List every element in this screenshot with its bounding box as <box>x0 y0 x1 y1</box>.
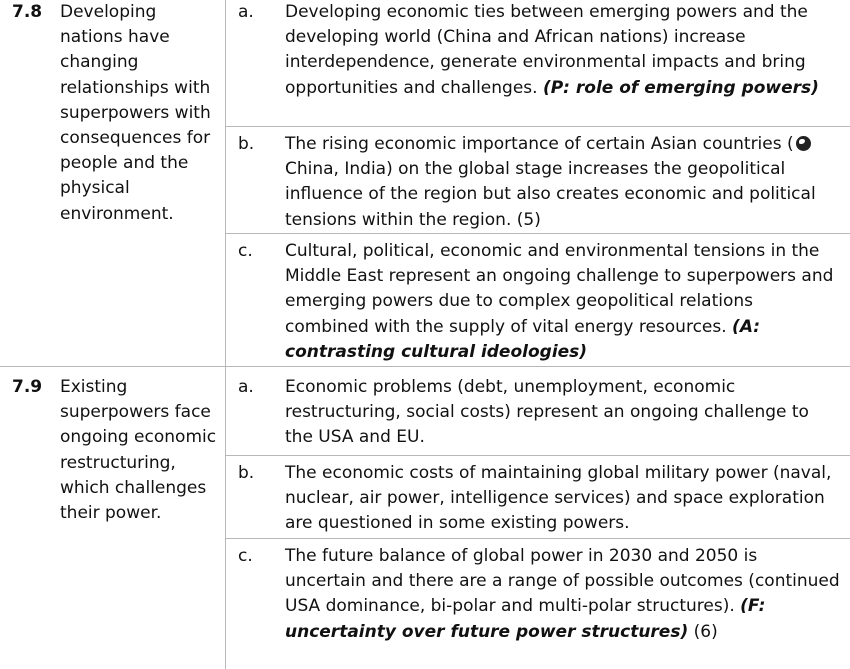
topic-cell <box>0 0 226 367</box>
topic-text: Developing nations have changing relationships with superpowers with consequences for people and the physical environment. <box>60 0 219 227</box>
item-text-cell <box>272 234 850 367</box>
item-letter-cell <box>226 127 273 234</box>
item-body: China, India) on the global stage increases the geopolitical influence of the region but also creates economic and political tensions within the region. (5) <box>285 159 816 229</box>
item-body: Developing economic ties between emerging powers and the developing world (China and African nations) increase interdependence, generate environmental impacts and bring opportunities and challenges. <box>285 2 808 98</box>
item-letter-cell <box>226 234 273 367</box>
topic-text: Existing superpowers face ongoing economic restructuring, which challenges their power. <box>60 375 219 526</box>
item-text-cell <box>272 127 850 234</box>
item-text <box>272 367 850 451</box>
item-letter: a. <box>226 367 272 400</box>
table-row <box>0 0 850 127</box>
globe-icon <box>796 136 811 151</box>
item-emphasis: (P: role of emerging powers) <box>543 78 819 98</box>
item-body-before-icon: The rising economic importance of certain Asian countries ( <box>285 134 794 154</box>
item-text <box>272 234 850 365</box>
item-text-cell <box>272 539 850 669</box>
item-text-cell <box>272 456 850 539</box>
item-text-cell <box>272 0 850 127</box>
item-text <box>272 0 850 101</box>
item-letter: a. <box>226 0 272 25</box>
item-body: Cultural, political, economic and environmental tensions in the Middle East represent an ongoing challenge to superpowers and emerging powers due to complex geopolitical relations combined with the supply of vital energy resources. <box>285 241 833 337</box>
item-letter: b. <box>226 456 272 486</box>
item-letter: c. <box>226 539 272 569</box>
item-emphasis: (A: contrasting cultural ideologies) <box>285 317 760 362</box>
item-letter-cell <box>226 456 273 539</box>
topic-cell <box>0 367 226 669</box>
item-letter: c. <box>226 234 272 264</box>
item-text-cell <box>272 367 850 456</box>
item-emphasis: (F: uncertainty over future power structures) <box>285 596 765 641</box>
item-letter-cell <box>226 539 273 669</box>
item-text <box>272 456 850 537</box>
item-suffix: (6) <box>688 622 717 642</box>
item-letter-cell <box>226 367 273 456</box>
item-body: The future balance of global power in 2030 and 2050 is uncertain and there are a range of possible outcomes (continued USA dominance, bi-polar and multi-polar structures). <box>285 546 840 616</box>
table-row <box>0 367 850 456</box>
item-letter: b. <box>226 127 272 157</box>
item-text <box>272 539 850 645</box>
topic-number: 7.9 <box>12 375 60 526</box>
item-text <box>272 127 850 233</box>
item-letter-cell <box>226 0 273 127</box>
item-body: Economic problems (debt, unemployment, economic restructuring, social costs) represent an ongoing challenge to the USA and EU. <box>285 377 809 447</box>
topic-number: 7.8 <box>12 0 60 227</box>
item-body: The economic costs of maintaining global military power (naval, nuclear, air power, intelligence services) and space exploration are questioned in some existing powers. <box>285 463 831 533</box>
